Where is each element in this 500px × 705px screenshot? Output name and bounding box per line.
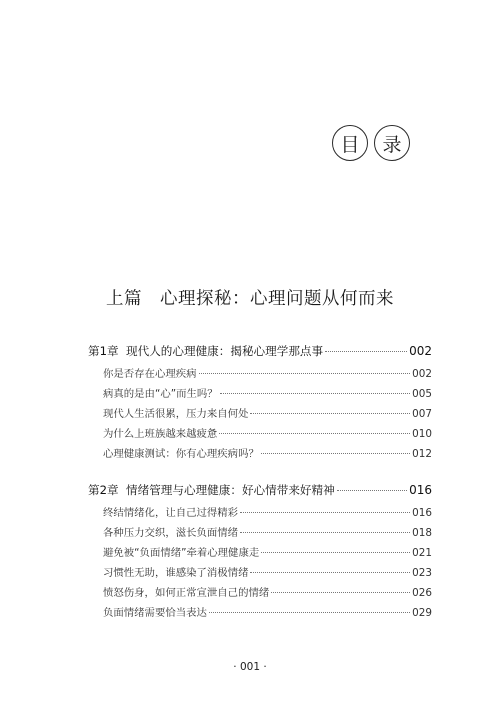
toc-chapter-2 xyxy=(88,482,432,624)
section-title: 各种压力交织，滋长负面情绪 xyxy=(103,527,239,539)
leader-dots xyxy=(240,532,410,533)
leader-dots xyxy=(219,433,410,434)
section-page: 002 xyxy=(412,368,432,380)
section-row[interactable] xyxy=(88,504,432,524)
chapter-page: 016 xyxy=(409,483,432,497)
section-page: 005 xyxy=(412,388,432,400)
leader-dots xyxy=(240,512,410,513)
part-title xyxy=(0,285,500,310)
section-row[interactable] xyxy=(88,365,432,385)
section-page: 016 xyxy=(412,507,432,519)
section-row[interactable] xyxy=(88,524,432,544)
section-title: 负面情绪需要恰当表达 xyxy=(103,607,207,619)
leader-dots xyxy=(337,490,407,491)
part-subtitle: 心理探秘：心理问题从何而来 xyxy=(160,289,394,309)
leader-dots xyxy=(261,453,410,454)
section-title: 现代人生活很累，压力来自何处 xyxy=(103,408,249,420)
section-row[interactable] xyxy=(88,604,432,624)
section-page: 018 xyxy=(412,527,432,539)
section-title: 你是否存在心理疾病 xyxy=(103,368,197,380)
section-title: 愤怒伤身，如何正常宣泄自己的情绪 xyxy=(103,587,270,599)
leader-dots xyxy=(250,413,410,414)
chapter-number: 第1章 xyxy=(88,344,119,358)
leader-dots xyxy=(325,351,407,352)
chapter-row[interactable] xyxy=(88,482,432,504)
chapter-row[interactable] xyxy=(88,343,432,365)
section-title: 心理健康测试：你有心理疾病吗？ xyxy=(103,448,259,460)
section-row[interactable] xyxy=(88,405,432,425)
chapter-title: 现代人的心理健康：揭秘心理学那点事 xyxy=(126,344,324,358)
leader-dots xyxy=(220,393,410,394)
section-row[interactable] xyxy=(88,425,432,445)
chapter-page: 002 xyxy=(409,344,432,358)
leader-dots xyxy=(261,552,410,553)
toc-chapter-1 xyxy=(88,343,432,465)
toc-heading xyxy=(332,125,410,161)
section-row[interactable] xyxy=(88,564,432,584)
section-page: 007 xyxy=(412,408,432,420)
section-row[interactable] xyxy=(88,584,432,604)
leader-dots xyxy=(199,373,411,374)
toc-heading-char-1: 目 xyxy=(332,125,368,161)
section-row[interactable] xyxy=(88,385,432,405)
leader-dots xyxy=(271,592,410,593)
chapter-title: 情绪管理与心理健康：好心情带来好精神 xyxy=(126,483,335,497)
section-title: 为什么上班族越来越疲惫 xyxy=(103,428,218,440)
page-number: · 001 · xyxy=(233,661,267,673)
section-page: 012 xyxy=(412,448,432,460)
chapter-number: 第2章 xyxy=(88,483,119,497)
section-page: 021 xyxy=(412,547,432,559)
leader-dots xyxy=(209,612,410,613)
section-title: 避免被“负面情绪”牵着心理健康走 xyxy=(103,547,260,559)
section-page: 029 xyxy=(412,607,432,619)
section-row[interactable] xyxy=(88,445,432,465)
part-label: 上篇 xyxy=(106,289,142,309)
section-title: 病真的是由“心”而生吗？ xyxy=(103,388,218,400)
section-title: 习惯性无助，谁感染了消极情绪 xyxy=(103,567,249,579)
toc-heading-char-2: 录 xyxy=(374,125,410,161)
section-title: 终结情绪化，让自己过得精彩 xyxy=(103,507,239,519)
leader-dots xyxy=(250,572,410,573)
section-page: 010 xyxy=(412,428,432,440)
section-page: 023 xyxy=(412,567,432,579)
section-page: 026 xyxy=(412,587,432,599)
section-row[interactable] xyxy=(88,544,432,564)
